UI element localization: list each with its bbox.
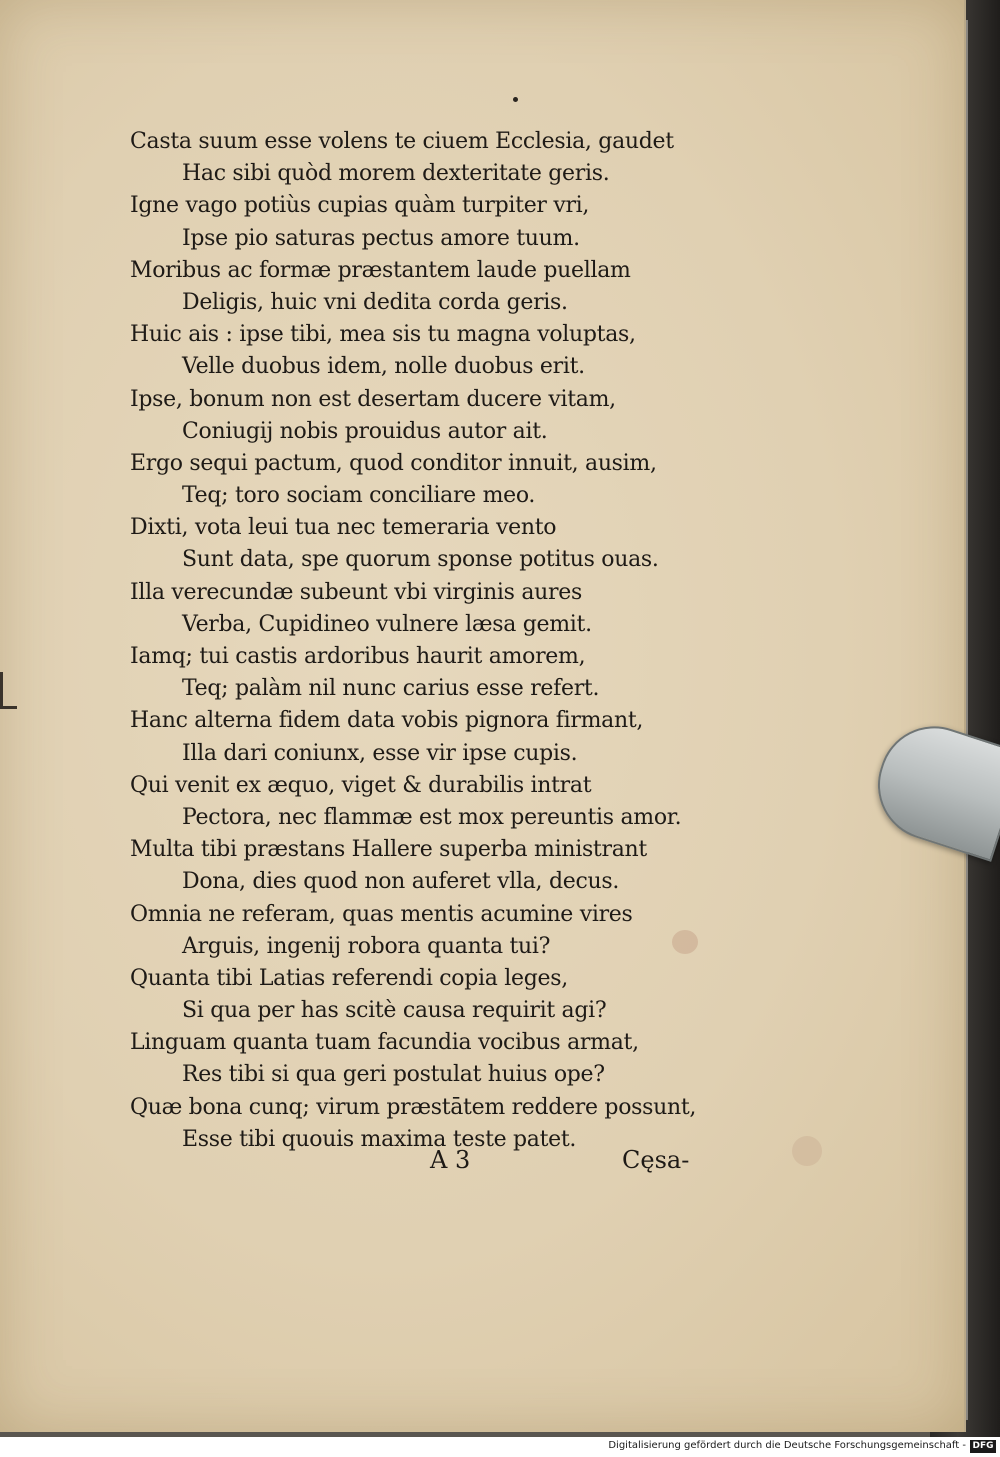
verse-line: Moribus ac formæ præstantem laude puellam bbox=[130, 257, 631, 283]
signature-mark: A 3 bbox=[430, 1146, 471, 1174]
verse-line: Esse tibi quouis maxima teste patet. bbox=[182, 1126, 577, 1152]
verse-line: Verba, Cupidineo vulnere læsa gemit. bbox=[182, 611, 592, 637]
verse-line: Quæ bona cunq; virum præstātem reddere possunt, bbox=[130, 1094, 697, 1120]
verse-line: Sunt data, spe quorum sponse potitus ouas. bbox=[182, 547, 659, 573]
verse-line: Hanc alterna fidem data vobis pignora firmant, bbox=[130, 708, 644, 734]
verse-line: Multa tibi præstans Hallere superba ministrant bbox=[130, 837, 647, 863]
verse-line: Igne vago potiùs cupias quàm turpiter vri, bbox=[130, 193, 590, 219]
footer-credit: Digitalisierung gefördert durch die Deutsche Forschungsgemeinschaft - bbox=[608, 1440, 966, 1451]
verse-line: Res tibi si qua geri postulat huius ope? bbox=[182, 1062, 605, 1088]
footer-bar bbox=[0, 1437, 1000, 1457]
verse-line: Pectora, nec flammæ est mox pereuntis amor. bbox=[182, 804, 682, 830]
verse-line: Hac sibi quòd morem dexteritate geris. bbox=[182, 161, 610, 187]
margin-mark bbox=[0, 672, 17, 709]
verse-line: Ipse pio saturas pectus amore tuum. bbox=[182, 225, 580, 251]
dfg-logo: DFG bbox=[970, 1440, 996, 1453]
verse-line: Si qua per has scitè causa requirit agi? bbox=[182, 998, 607, 1024]
verse-line: Casta suum esse volens te ciuem Ecclesia, gaudet bbox=[130, 129, 674, 154]
verse-line: Dona, dies quod non auferet vlla, decus. bbox=[182, 869, 620, 895]
verse-line: Velle duobus idem, nolle duobus erit. bbox=[182, 354, 585, 380]
verse-line: Illa verecundæ subeunt vbi virginis aures bbox=[130, 579, 582, 605]
verse-line: Teq; toro sociam conciliare meo. bbox=[182, 483, 536, 509]
verse-line: Linguam quanta tuam facundia vocibus armat, bbox=[130, 1030, 639, 1056]
verse-line: Omnia ne referam, quas mentis acumine vires bbox=[130, 901, 633, 927]
verse-text bbox=[130, 126, 770, 1156]
verse-line: Coniugij nobis prouidus autor ait. bbox=[182, 418, 548, 444]
verse-line: Qui venit ex æquo, viget & durabilis intrat bbox=[130, 772, 592, 798]
verse-line: Deligis, huic vni dedita corda geris. bbox=[182, 289, 568, 315]
verse-line: Teq; palàm nil nunc carius esse refert. bbox=[182, 676, 600, 702]
verse-line: Illa dari coniunx, esse vir ipse cupis. bbox=[182, 740, 578, 766]
printed-dot bbox=[513, 97, 518, 102]
paper-stain bbox=[792, 1136, 822, 1166]
verse-line: Huic ais : ipse tibi, mea sis tu magna voluptas, bbox=[130, 322, 636, 348]
verse-line: Iamq; tui castis ardoribus haurit amorem, bbox=[130, 644, 586, 669]
verse-line: Ipse, bonum non est desertam ducere vitam, bbox=[130, 386, 616, 412]
verse-line: Ergo sequi pactum, quod conditor innuit, ausim, bbox=[130, 450, 657, 476]
verse-line: Dixti, vota leui tua nec temeraria vento bbox=[130, 515, 557, 541]
catchword: Cęsa- bbox=[622, 1146, 690, 1174]
verse-line: Arguis, ingenij robora quanta tui? bbox=[182, 933, 551, 959]
verse-line: Quanta tibi Latias referendi copia leges, bbox=[130, 965, 568, 991]
